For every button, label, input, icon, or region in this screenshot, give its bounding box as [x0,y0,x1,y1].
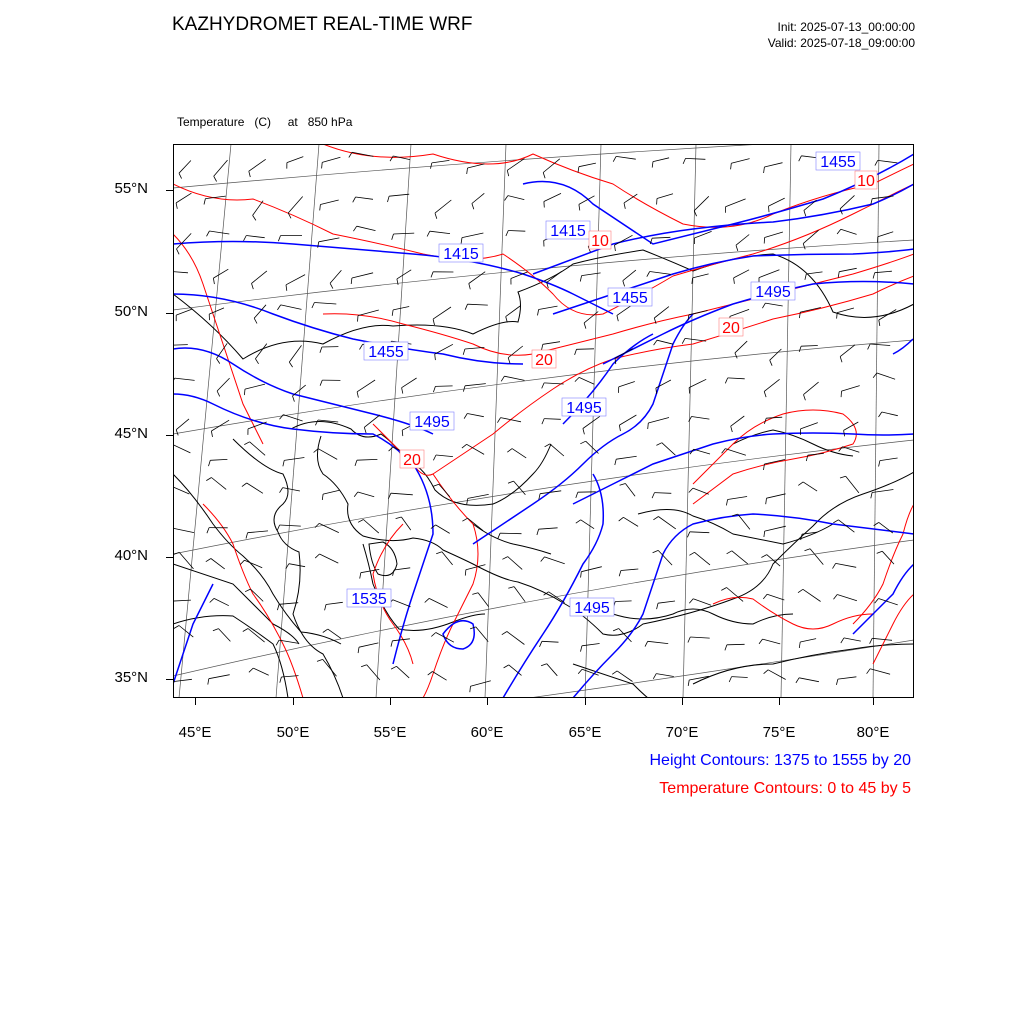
lon-label-55: 55°E [373,724,407,741]
height-legend: Height Contours: 1375 to 1555 by 20 [649,752,911,769]
wind-barb [577,349,595,350]
wind-barb-flag [689,388,690,394]
height-label-4: 1455 [612,290,648,307]
lon-label-45: 45°E [178,724,212,741]
lon-label-60: 60°E [470,724,504,741]
lon-label-65: 65°E [568,724,602,741]
temperature-label-4: 20 [535,352,553,369]
height-label-3: 1415 [443,246,479,263]
lon-label-80: 80°E [856,724,890,741]
init-time: Init: 2025-07-13_00:00:00 [777,20,915,34]
lat-label-55: 55°N [114,180,148,197]
valid-time: Valid: 2025-07-18_09:00:00 [767,36,915,50]
wind-barb [727,644,745,645]
height-label-9: 1535 [351,591,387,608]
lat-label-45: 45°N [114,425,148,442]
height-label-6: 1455 [368,344,404,361]
height-label-10: 1495 [574,600,610,617]
run-times [768,19,915,51]
map-canvas [173,144,914,698]
wind-barb [500,533,521,534]
height-label-1: 1455 [820,154,856,171]
temperature-label-3: 20 [722,320,740,337]
temperature-label-2: 10 [591,233,609,250]
lat-label-35: 35°N [114,669,148,686]
wind-barb-flag [358,316,359,322]
height-label-5: 1495 [755,284,791,301]
temperature-label-1: 10 [857,173,875,190]
map-title: KAZHYDROMET REAL-TIME WRF [172,14,473,35]
wind-barb [435,386,452,387]
map-panel [173,144,914,698]
height-label-2: 1415 [550,223,586,240]
lat-label-40: 40°N [114,547,148,564]
temperature-legend: Temperature Contours: 0 to 45 by 5 [659,780,911,797]
height-label-8: 1495 [414,414,450,431]
wind-barb-flag [769,206,770,212]
temperature-label-5: 20 [403,452,421,469]
lon-label-50: 50°E [276,724,310,741]
variable-temperature: Temperature (C) at 850 hPa [177,115,353,129]
lon-label-75: 75°E [762,724,796,741]
height-label-7: 1495 [566,400,602,417]
lon-label-70: 70°E [665,724,699,741]
lat-label-50: 50°N [114,303,148,320]
